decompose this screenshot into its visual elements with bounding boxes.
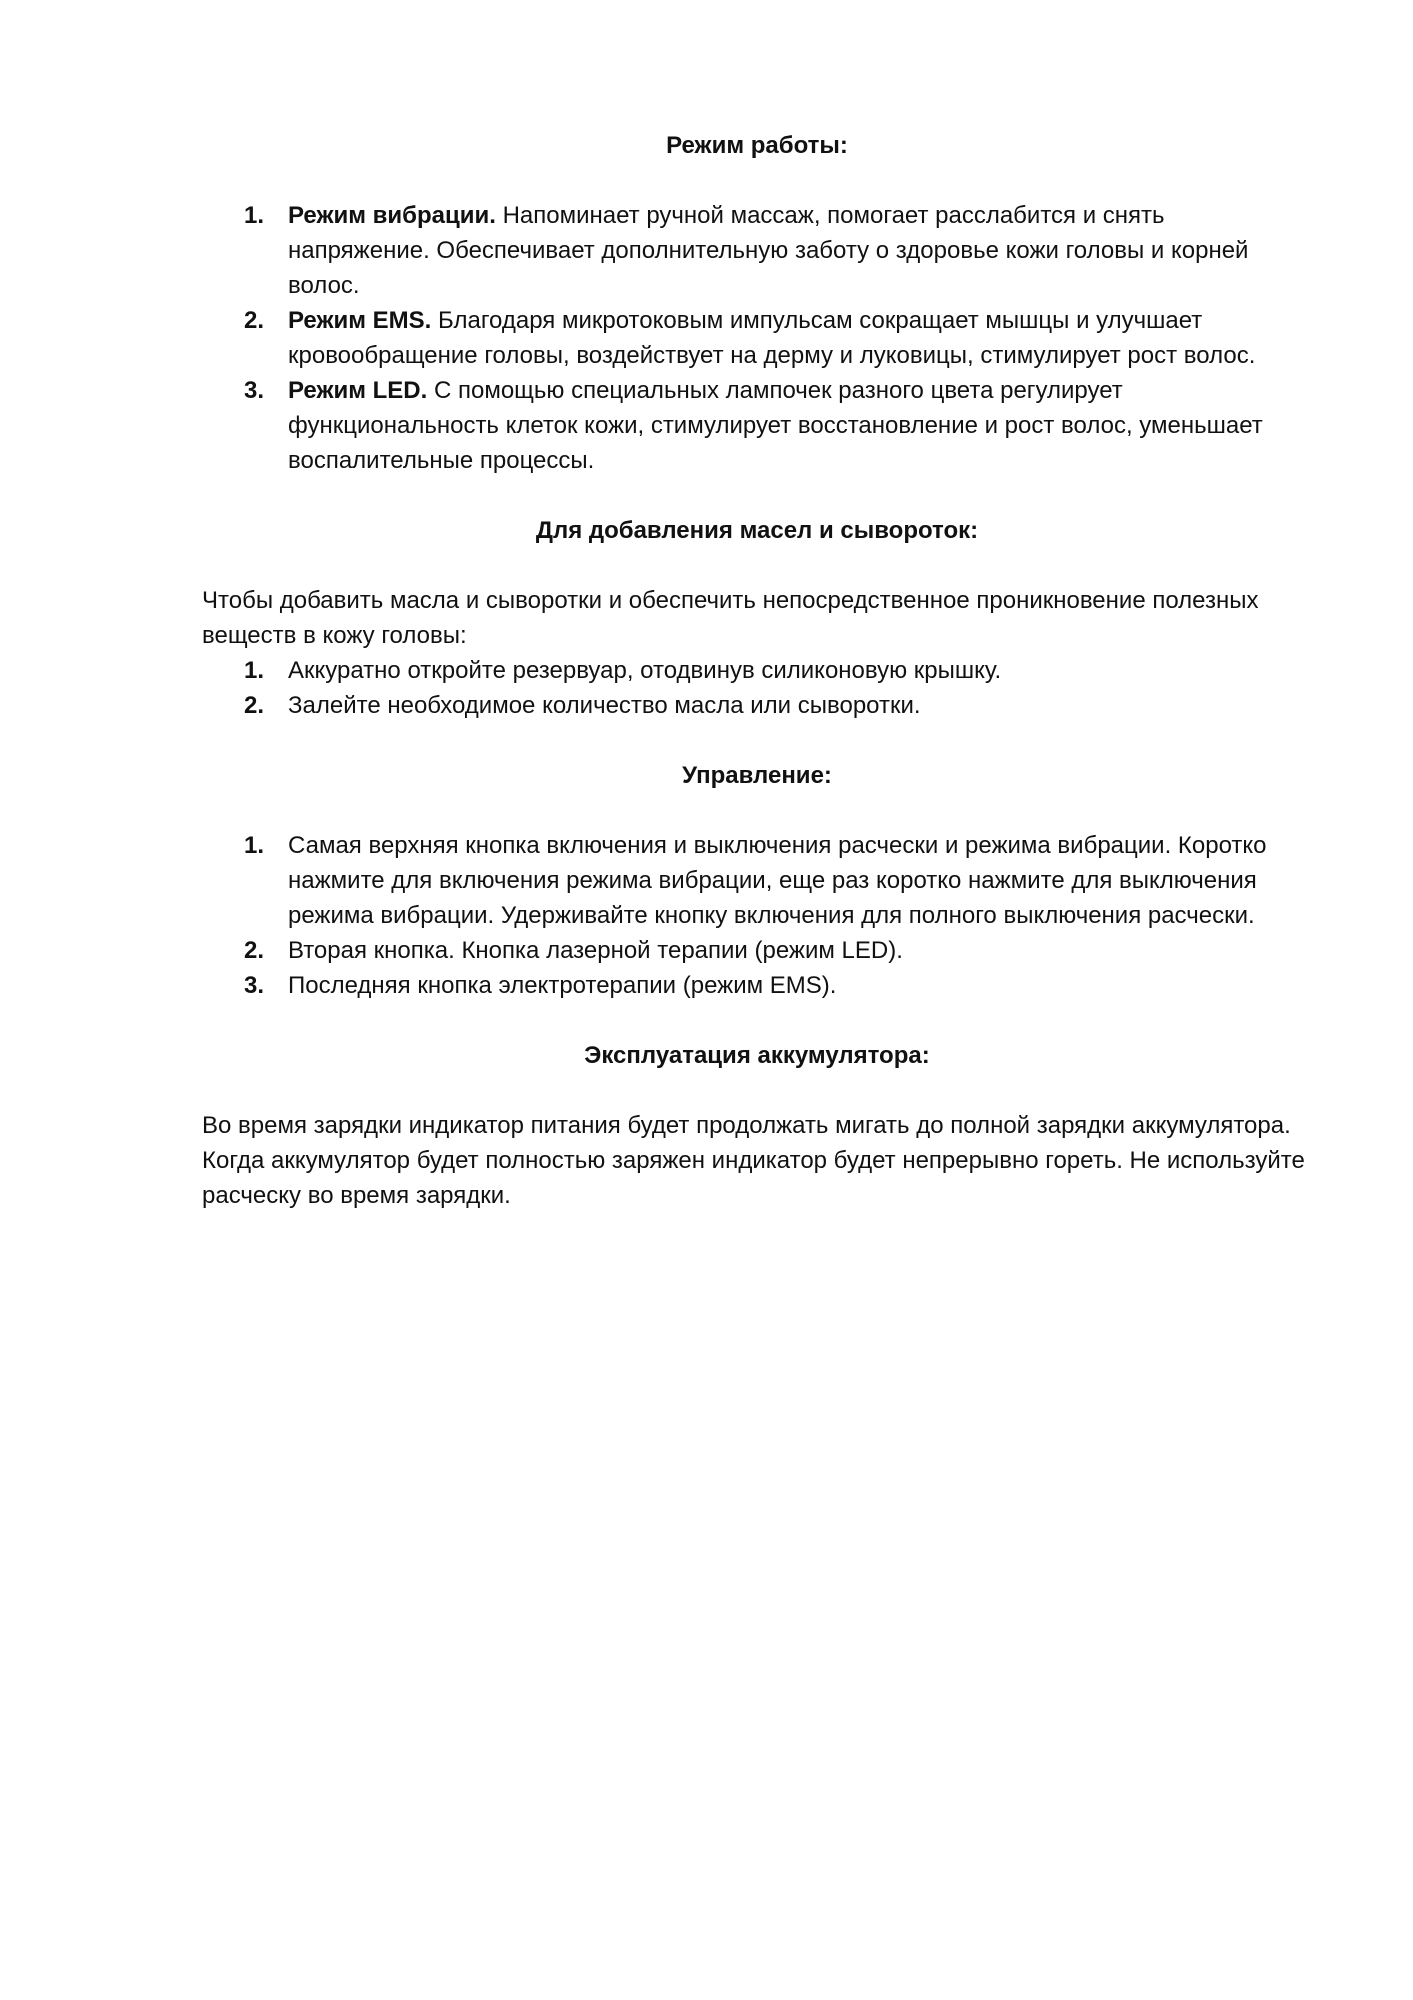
list-item <box>202 303 1312 373</box>
list-item-lead: Режим LED. <box>288 377 428 404</box>
list-item-lead: Режим EMS. <box>288 307 432 334</box>
list-item-number: 3. <box>244 377 265 404</box>
oils-list <box>202 653 1312 723</box>
list-item-number: 1. <box>244 657 265 684</box>
list-item-text: Залейте необходимое количество масла или сыворотки. <box>288 692 921 719</box>
list-item-text: Последняя кнопка электротерапии (режим EMS). <box>288 972 837 999</box>
section-heading: Управление: <box>682 762 832 789</box>
section-intro: Чтобы добавить масла и сыворотки и обеспечить непосредственное проникновение полезных веществ в кожу головы: <box>202 587 1259 649</box>
list-item-text: Вторая кнопка. Кнопка лазерной терапии (режим LED). <box>288 937 903 964</box>
section-battery <box>202 1038 1312 1213</box>
section-oils-serums <box>202 513 1312 723</box>
section-operating-modes <box>202 128 1312 478</box>
list-item <box>202 968 1312 1003</box>
list-item <box>202 828 1312 933</box>
section-controls <box>202 758 1312 1003</box>
list-item-number: 3. <box>244 972 265 999</box>
controls-list <box>202 828 1312 1003</box>
list-item-text: С помощью специальных лампочек разного цвета регулирует функциональность клеток кожи, стимулирует восстановление и рост волос, уменьшает воспалительные процессы. <box>288 377 1263 474</box>
battery-paragraph: Во время зарядки индикатор питания будет продолжать мигать до полной зарядки аккумулятора. Когда аккумулятор будет полностью заряжен индикатор будет непрерывно гореть. Не используйте расческу во время зарядки. <box>202 1112 1305 1209</box>
list-item <box>202 373 1312 478</box>
list-item <box>202 653 1312 688</box>
list-item-text: Аккуратно откройте резервуар, отодвинув силиконовую крышку. <box>288 657 1002 684</box>
list-item <box>202 198 1312 303</box>
list-item-number: 2. <box>244 692 265 719</box>
list-item-number: 1. <box>244 202 265 229</box>
document-content <box>202 128 1312 1213</box>
section-heading: Эксплуатация аккумулятора: <box>584 1042 930 1069</box>
list-item <box>202 933 1312 968</box>
modes-list <box>202 198 1312 478</box>
list-item-text: Самая верхняя кнопка включения и выключения расчески и режима вибрации. Коротко нажмите для включения режима вибрации, еще раз коротко нажмите для выключения режима вибрации. Удерживайте кнопку включения для полного выключения расчески. <box>288 832 1267 929</box>
section-heading: Для добавления масел и сывороток: <box>535 517 979 544</box>
section-heading: Режим работы: <box>666 132 848 159</box>
list-item-number: 1. <box>244 832 265 859</box>
list-item-lead: Режим вибрации. <box>288 202 496 229</box>
list-item-number: 2. <box>244 937 265 964</box>
list-item-text: Благодаря микротоковым импульсам сокращает мышцы и улучшает кровообращение головы, воздействует на дерму и луковицы, стимулирует рост волос. <box>288 307 1256 369</box>
list-item-text: Напоминает ручной массаж, помогает расслабится и снять напряжение. Обеспечивает дополнительную заботу о здоровье кожи головы и корней волос. <box>288 202 1249 299</box>
list-item-number: 2. <box>244 307 265 334</box>
list-item <box>202 688 1312 723</box>
